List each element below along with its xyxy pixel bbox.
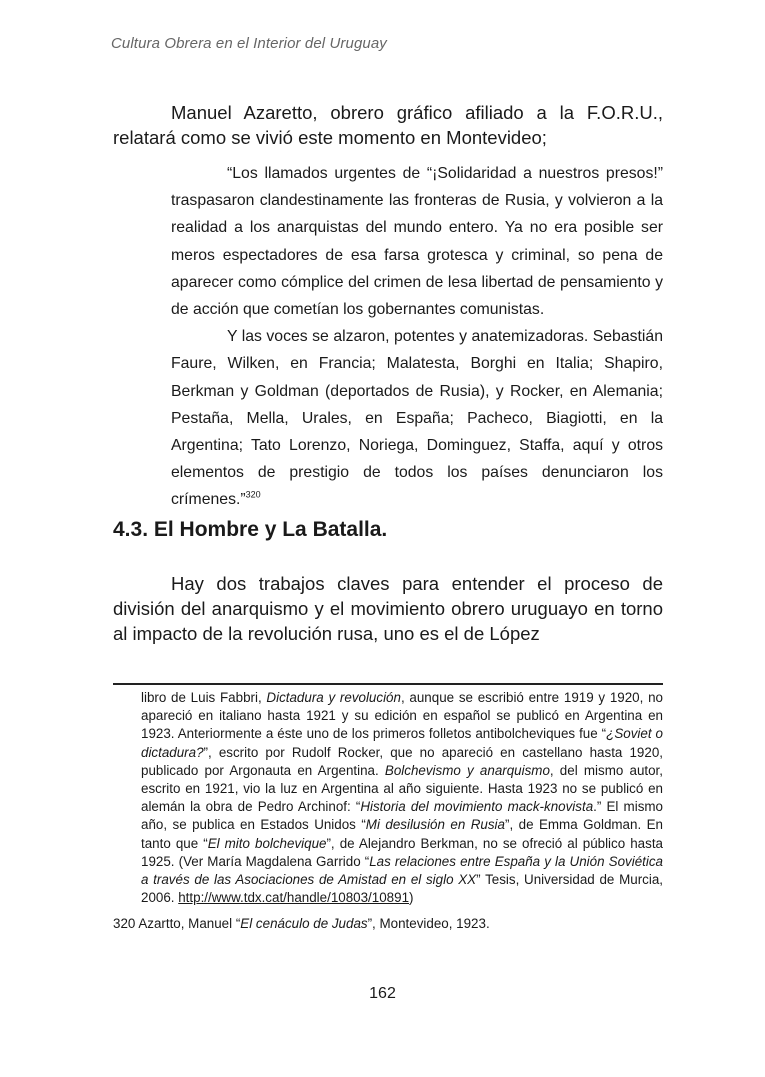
footnote-title: ¿Soviet o dictadura?: [141, 726, 663, 760]
footnote-title: Las relaciones entre España y la Unión Soviética a través de las Asociaciones de Amistad en el siglo XX: [141, 853, 663, 888]
footnote-text: , aunque se escribió entre 1919 y 1920, no apareció en italiano hasta 1921 y su edición en español se publicó en Argentina en 1923. Anteriormente a éste uno de los primeros folletos antibolcheviques fue “: [141, 690, 663, 742]
body-paragraph: [113, 571, 663, 646]
footnote-text: 320 Azartto, Manuel “: [113, 916, 241, 931]
footnote-text: ”, Montevideo, 1923.: [367, 916, 490, 931]
quote-text-1: “Los llamados urgentes de “¡Solidaridad a nuestros presos!” traspasaron clandestinamente las fronteras de Rusia, y volvieron a la realidad a los anarquistas del mundo entero. Ya no era posible ser meros espectadores de esa farsa grotesca y criminal, so pena de aparecer como cómplice del crimen de lesa libertad de pensamiento y de acción que cometían los gobernantes comunistas.: [171, 165, 663, 319]
quote-paragraph-2: [171, 323, 663, 513]
footnote-continued: [141, 689, 663, 907]
block-quote: [171, 160, 663, 514]
footnote-text: ” Tesis, Universidad de Murcia, 2006.: [141, 872, 663, 906]
footnote-title: Historia del movimiento mack-knovista: [360, 799, 594, 815]
footnote-320: [113, 915, 490, 933]
footnote-text: .” El mismo año, se publica en Estados Unidos “: [141, 799, 663, 833]
page-number: 162: [369, 985, 396, 1002]
running-header: Cultura Obrera en el Interior del Uruguay: [111, 35, 387, 52]
footnote-title: El cenáculo de Judas: [240, 916, 368, 931]
footnote-title: Mi desilusión en Rusia: [365, 817, 505, 833]
footnote-text: ): [409, 890, 414, 906]
intro-paragraph: [113, 100, 663, 150]
footnote-separator: [113, 683, 663, 685]
quote-text-2: Y las voces se alzaron, potentes y anatemizadoras. Sebastián Faure, Wilken, en Francia; Malatesta, Borghi en Italia; Shapiro, Berkman y Goldman (deportados de Rusia), y Rocker, en Alemania; Pestaña, Mella, Urales, en España; Pacheco, Biagiotti, en la Argentina; Tato Lorenzo, Noriega, Dominguez, Staffa, aquí y otros elementos de prestigio de todos los países denunciaron los crímenes.”: [171, 328, 663, 509]
footnote-text: libro de Luis Fabbri,: [141, 690, 267, 705]
thesis-link[interactable]: http://www.tdx.cat/handle/10803/10891: [178, 890, 410, 906]
footnote-title: Dictadura y revolución: [266, 690, 401, 705]
footnote-text: ”, de Emma Goldman. En tanto que “: [141, 817, 663, 851]
footnote-reference-320[interactable]: 320: [245, 490, 261, 501]
footnote-title: El mito bolchevique: [207, 835, 327, 851]
quote-paragraph-1: [171, 160, 663, 323]
footnote-text: ”, escrito por Rudolf Rocker, que no apareció en castellano hasta 1920, publicado por Argonauta en Argentina.: [141, 744, 663, 778]
intro-text: Manuel Azaretto, obrero gráfico afiliado a la F.O.R.U., relatará como se vivió este momento en Montevideo;: [113, 102, 663, 148]
footnote-text: , del mismo autor, escrito en 1921, vio la luz en Argentina al año siguiente. Hasta 1923 no se publicó en alemán la obra de Pedro Archinof: “: [141, 762, 663, 815]
section-heading: 4.3. El Hombre y La Batalla.: [113, 518, 388, 541]
footnote-text: ”, de Alejandro Berkman, no se ofreció al público hasta 1925. (Ver María Magdalena Garrido “: [141, 835, 663, 869]
footnote-title: Bolchevismo y anarquismo: [384, 762, 550, 778]
body-paragraph-text: Hay dos trabajos claves para entender el proceso de división del anarquismo y el movimiento obrero uruguayo en torno al impacto de la revolución rusa, uno es el de López: [113, 573, 663, 644]
